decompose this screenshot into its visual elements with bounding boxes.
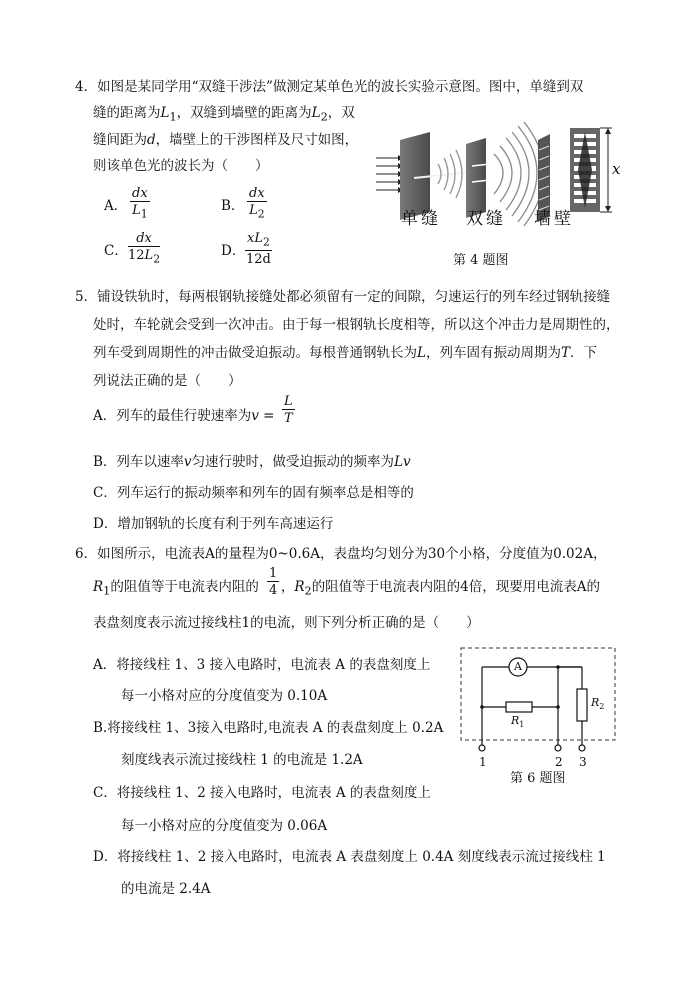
q6-fraction-quarter: $\frac{1}{4}$ [269, 566, 278, 598]
terminal-1-label: 1 [479, 755, 487, 769]
q6-option-a-line1: A．将接线柱 1、3 接入电路时，电流表 A 的表盘刻度上 [93, 657, 431, 673]
terminal-1 [479, 745, 485, 751]
q4-number: 4． [75, 79, 98, 95]
q5-option-c: C．列车运行的振动频率和列车的固有频率总是相等的 [93, 485, 414, 501]
q4-option-b-label: B． [221, 198, 245, 214]
q6-option-d-line2: 的电流是 2.4A [121, 881, 211, 897]
q6-option-c-line1: C．将接线柱 1、2 接入电路时，电流表 A 的表盘刻度上 [93, 785, 431, 801]
resistor-r2 [577, 689, 587, 721]
terminal-2-label: 2 [555, 755, 563, 769]
q4-option-a-fraction: $\frac{dx}{L_1}$ [132, 186, 148, 221]
q6-number: 6． [75, 546, 98, 562]
q4-option-a-label: A． [104, 198, 128, 214]
figure-6-caption: 第 6 题图 [510, 771, 566, 786]
q4-option-c-label: C． [104, 243, 128, 259]
q5-option-b: B．列车以速率v匀速行驶时，做受迫振动的频率为Lv [93, 454, 411, 470]
q4-option-c-fraction: $\frac{dx}{12L_2}$ [128, 231, 161, 266]
q6-option-b-line2: 刻度线表示流过接线柱 1 的电流是 1.2A [121, 752, 363, 768]
q5-line2: 处时，车轮就会受到一次冲击。由于每一根钢轨长度相等，所以这个冲击力是周期性的， [93, 317, 620, 333]
r1-label: $R_1$ [511, 714, 525, 730]
r2-label: $R_2$ [591, 696, 605, 712]
q6-option-c-line2: 每一小格对应的分度值变为 0.06A [121, 818, 328, 834]
q6-option-d-line1: D．将接线柱 1、2 接入电路时，电流表 A 表盘刻度上 0.4A 刻度线表示流过接线柱 1 [93, 849, 606, 865]
q4-option-d-label: D． [221, 243, 246, 259]
q4-option-b-fraction: $\frac{dx}{L_2}$ [249, 186, 265, 221]
q6-option-a-line2: 每一小格对应的分度值变为 0.10A [121, 688, 328, 704]
q4-line4: 则该单色光的波长为（ ） [93, 158, 269, 174]
terminal-3 [579, 745, 585, 751]
fringe-width-label: x [612, 160, 621, 178]
figure-4-caption: 第 4 题图 [453, 253, 509, 268]
double-slit-plate [466, 138, 486, 218]
label-single-slit: 单缝 [401, 209, 441, 229]
terminal-3-label: 3 [579, 755, 587, 769]
q4-option-d-fraction: $\frac{xL_2}{12d}$ [245, 231, 271, 267]
q5-number: 5． [75, 289, 98, 305]
q6-line3: 表盘刻度表示流过接线柱1的电流，则下列分析正确的是（ ） [93, 615, 480, 631]
terminal-2 [555, 745, 561, 751]
q5-option-d: D．增加钢轨的长度有利于列车高速运行 [93, 516, 334, 532]
q5-line3: 列车受到周期性的冲击做受迫振动。每根普通钢轨长为L，列车固有振动周期为T．下 [93, 345, 597, 361]
light-ray-arrows [376, 158, 398, 190]
q4-line2: 缝的距离为$L_1$，双缝到墙壁的距离为$L_2$，双 [93, 105, 355, 124]
ammeter-label: A [514, 660, 522, 673]
label-wall: 墙壁 [534, 209, 574, 229]
q5-line1: 5．铺设铁轨时，每两根钢轨接缝处都必须留有一定的间隙，匀速运行的列车经过钢轨接缝 [75, 289, 611, 305]
q6-option-b-line1: B.将接线柱 1、3接入电路时,电流表 A 的表盘刻度上 0.2A [93, 720, 444, 736]
q4-line1: 4．如图是某同学用“双缝干涉法”做测定某单色光的波长实验示意图。图中，单缝到双 [75, 79, 584, 95]
q6-line1: 6．如图所示，电流表A的量程为0~0.6A，表盘均匀划分为30个小格，分度值为0.02A， [75, 546, 607, 562]
q4-line3: 缝间距为d，墙壁上的干涉图样及尺寸如图， [93, 132, 359, 148]
q5-option-a-fraction: $\frac{L}{T}$ [283, 394, 293, 426]
resistor-r1 [506, 702, 532, 712]
q5-option-a: A．列车的最佳行驶速率为v = [93, 408, 275, 424]
dimension-x [600, 128, 612, 212]
label-double-slit: 双缝 [466, 209, 506, 229]
q6-line2: $R_1$的阻值等于电流表内阻的 ，$R_2$的阻值等于电流表内阻的4倍，现要用电流表A的 [93, 579, 601, 598]
q5-line4: 列说法正确的是（ ） [93, 373, 242, 389]
